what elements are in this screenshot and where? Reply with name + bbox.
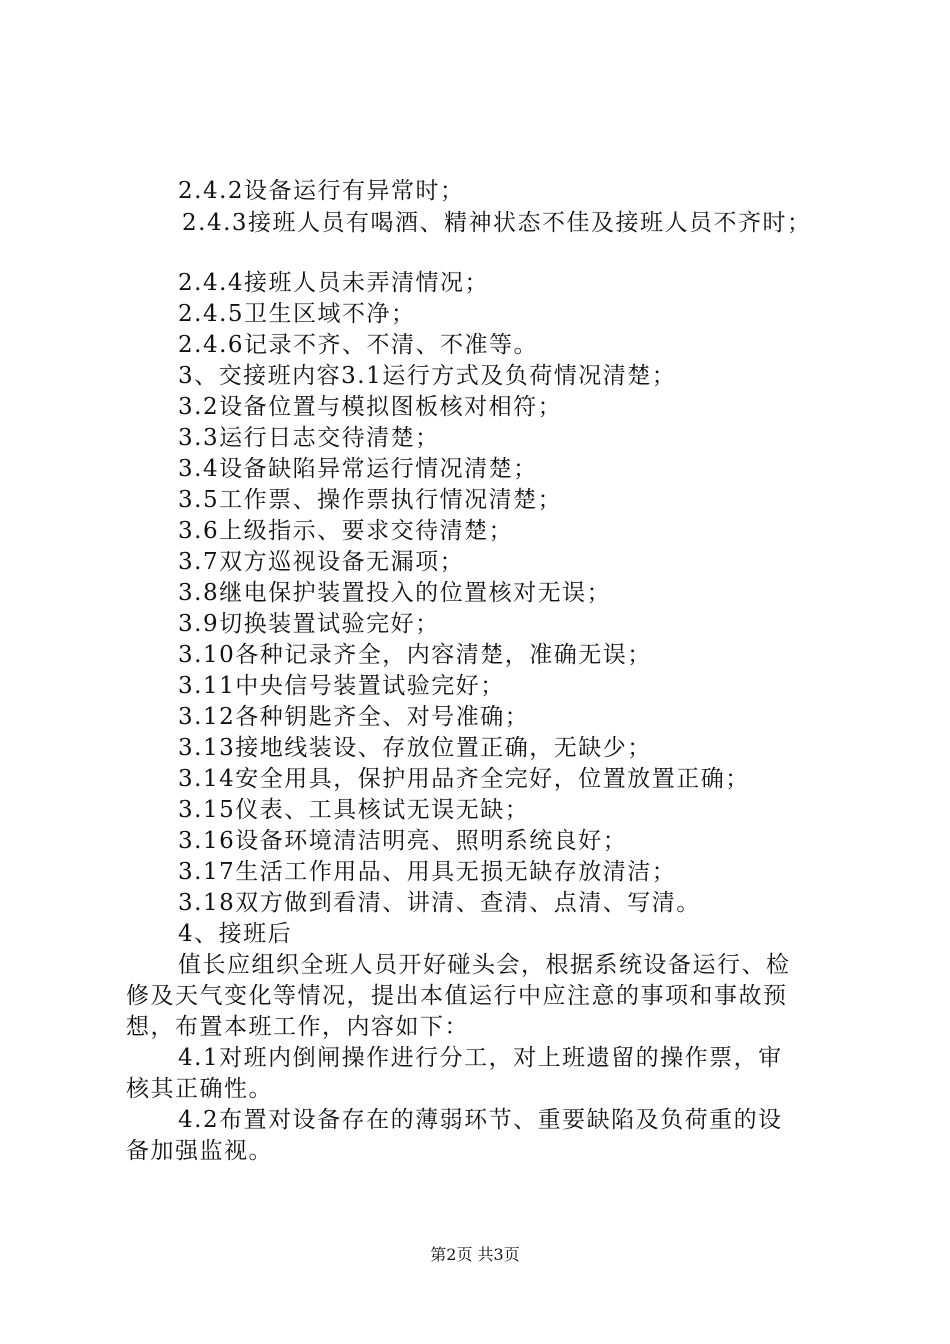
paragraph-line: 4.1对班内倒闸操作进行分工，对上班遗留的操作票，审 [178,1045,783,1071]
text-line-3-4: 3.4设备缺陷异常运行情况清楚； [178,456,538,482]
text-line-2-4-6: 2.4.6记录不齐、不清、不准等。 [178,332,539,358]
paragraph-line: 4.2布置对设备存在的薄弱环节、重要缺陷及负荷重的设 [178,1107,783,1133]
paragraph-line: 核其正确性。 [126,1076,273,1102]
text-line-3-15: 3.15仪表、工具核试无误无缺； [178,797,530,823]
text-line-3-12: 3.12各种钥匙齐全、对号准确； [178,704,530,730]
text-line-2-4-4: 2.4.4接班人员未弄清情况； [178,270,490,296]
text-line-3-13: 3.13接地线装设、存放位置正确，无缺少； [178,735,652,761]
paragraph-line: 值长应组织全班人员开好碰头会，根据系统设备运行、检 [178,952,791,978]
paragraph-line: 备加强监视。 [126,1138,273,1164]
text-line-3-16: 3.16设备环境清洁明亮、照明系统良好； [178,828,628,854]
text-line-3-9: 3.9切换装置试验完好； [178,611,440,637]
text-line-3-5: 3.5工作票、操作票执行情况清楚； [178,487,563,513]
text-line-3-3: 3.3运行日志交待清楚； [178,425,440,451]
text-line-2-4-5: 2.4.5卫生区域不净； [178,301,416,327]
text-line-2-4-3: 2.4.3接班人员有喝酒、精神状态不佳及接班人员不齐时； [182,210,812,236]
text-line-3-18: 3.18双方做到看清、讲清、查清、点清、写清。 [178,890,701,916]
text-line-3-17: 3.17生活工作用品、用具无损无缺存放清洁； [178,859,677,885]
text-line-3-14: 3.14安全用具，保护用品齐全完好，位置放置正确； [178,766,750,792]
paragraph-line: 想，布置本班工作，内容如下： [126,1014,469,1040]
text-line-2-4-2: 2.4.2设备运行有异常时； [178,178,465,204]
page-number-footer: 第2页 共3页 [430,1245,520,1264]
text-line-3-10: 3.10各种记录齐全，内容清楚，准确无误； [178,642,652,668]
text-line-3-8: 3.8继电保护装置投入的位置核对无误； [178,580,612,606]
paragraph-line: 修及天气变化等情况，提出本值运行中应注意的事项和事故预 [126,983,788,1009]
text-line-3-7: 3.7双方巡视设备无漏项； [178,549,465,575]
text-line-3-11: 3.11中央信号装置试验完好； [178,673,505,699]
text-line-3-heading: 3、交接班内容3.1运行方式及负荷情况清楚； [178,363,677,389]
text-line-3-6: 3.6上级指示、要求交待清楚； [178,518,514,544]
text-line-4-heading: 4、接班后 [178,921,293,947]
text-line-3-2: 3.2设备位置与模拟图板核对相符； [178,394,563,420]
